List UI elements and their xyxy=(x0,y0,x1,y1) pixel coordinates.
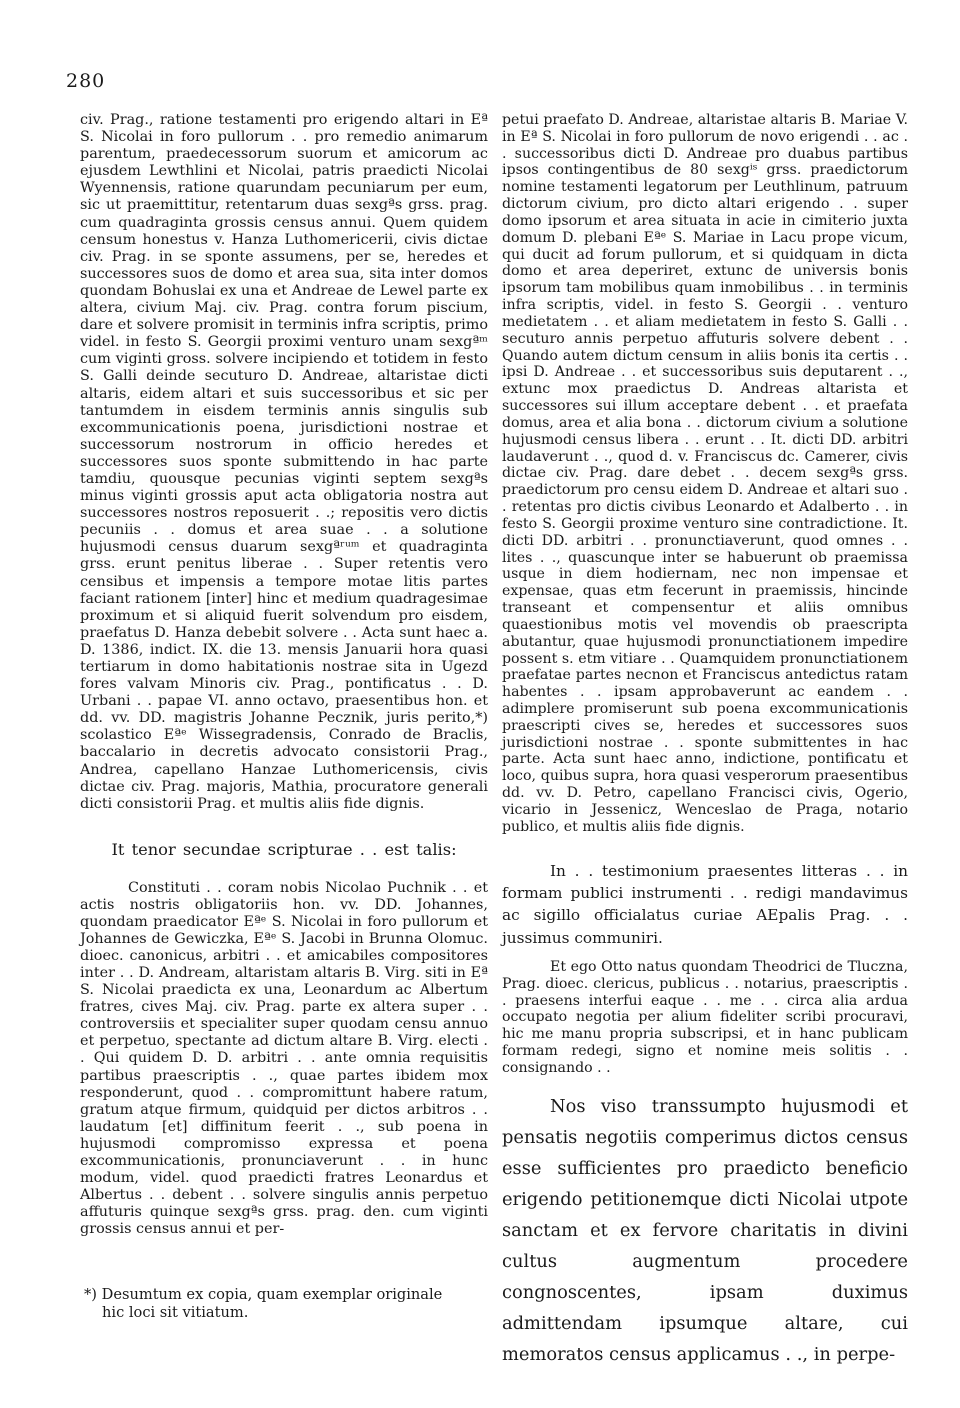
footnote-line-2: hic loci sit vitiatum. xyxy=(102,1304,249,1321)
right-paragraph-2: In . . testimonium praesentes litteras . . in formam publici instrumenti . . redigi mandavimus ac sigillo officialatus curiae AEpalis Prag. . . jussimus communiri. xyxy=(502,861,908,947)
right-paragraph-1: petui praefato D. Andreae, altaristae altaris B. Mariae V. in Eª S. Nicolai in foro pullorum de novo erigendi . . ac . . successoribus dicti D. Andreae pro duabus partibus ipsos contingentibus de 80 sexgⁱˢ grss. praedictorum nomine testamenti legatorum per Leuthlinum, patruum dictorum civium, pro dicto altari erigendo . . super domo ipsorum et area situata in acie in cimiterio juxta domum D. plebani Eªᵉ S. Mariae in Lacu prope vicum, qui ducit ad forum pullorum, et si quidquam in dicta domo et area deperiret, extunc de universis bonis ipsorum tam mobilibus quam inmobilibus . . in terminis infra scriptis, videl. in festo S. Georgii . . venturo medietatem . . et aliam medietatem in festo S. Galli . . secuturo annis perpetuo affuturis solvere debent . . Quando autem dictum censum in aliis bonis ita certis . . ipsi D. Andreae . . et successoribus suis deputarent . ., extunc mox praedictus D. Andreas altarista et successores sui illum acceptare debent . . et praefata domus, area et alia bona . . dictorum civium a solutione hujusmodi census libera . . erunt . . It. dicti DD. arbitri laudaverunt . ., quod d. v. Franciscus dc. Camerer, civis dictae civ. Prag. dare debet . . decem sexgªs grss. praedictorum pro censu eidem D. Andreae et altari suo . . retentas pro dictis civibus Leonardo et Adalberto . . in festo S. Georgii proxime venturo sine contradictione. It. dicti DD. arbitri . . pronunctiaverunt, quod omnes . . lites . ., quascunque inter se habuerunt ob praemissa usque in diem hodiernam, nec non impensae et expensae, quas etm fecerunt in praemissis, hincinde transeant et compensentur et aliis omnibus quaestionibus motis vel movendis ob praescripta abutantur, quae hujusmodi pronunctiationem impedire possent s. etm vitiare . . Quamquidem pronunctiationem praefatae partes necnon et Franciscus antedictus ratam habentes . . ipsam approbaverunt ac eandem . . adimplere promiserunt sub poena excommunicationis praescripti cives se, heredes et successores suos jurisdictioni nostrae . . sponte submittentes in hac parte. Acta sunt haec anno, indictione, pontificatu et loco, quibus supra, hora quasi vesperorum praesentibus dd. vv. D. Petro, capellano Francisci civis, Ogerio, vicario in Jessenicz, Wenceslao de Praga, notario publico, et multis aliis fide dignis. xyxy=(502,112,908,835)
left-paragraph-1: civ. Prag., ratione testamenti pro erigendo altari in Eª S. Nicolai in foro pullorum . . pro remedio animarum parentum, praedecessorum suorum et amicorum ac ejusdem Lewthlini et Nicolai, patris praedicti Nicolai Wyennensis, ratione quarundam pecuniarum per eum, sic ut praemittitur, retentarum duas sexgªs grss. prag. cum quadraginta grossis census annui. Quem quidem censum honestus v. Hanza Luthomericerii, civis dictae civ. Prag. in se sponte assumens, per se, heredes et successores suos de domo et area sua, sita inter domos quondam Bohuslai ex una et Andreae de Lewel parte ex altera, civium Maj. civ. Prag. contra forum piscium, dare et solvere promisit in terminis infra scriptis, primo videl. in festo S. Georgii proximi venturo unam sexgªᵐ cum viginti gross. solvere incipiendo et totidem in festo S. Galli deinde secuturo D. Andreae, altaristae dicti altaris, eidem altari et suis successoribus et sic per tantumdem in eisdem terminis annis singulis sub excommunicationis poena, jurisdictioni nostrae et successorum nostrorum in officio heredes et successores suos sponte submittendo in hac parte tamdiu, quousque pecunias viginti septem sexgªs minus viginti grossis aput acta obligatoria nostra aut successores nostros reposuerit . .; repositis vero dictis pecuniis . . domus et area suae . . a solutione hujusmodi census duarum sexgªʳᵘᵐ et quadraginta grss. erunt penitus liberae . . Super retentis vero censibus et impensis a tempore motae litis partes faciant rationem [inter] hinc et medium quadragesimae proximum et si aliquid fuerit solvendum pro eisdem, praefatus D. Hanza debebit solvere . . Acta sunt haec a. D. 1386, indict. IX. die 13. mensis Januarii hora quasi tertiarum in domo habitationis nostrae sita in Ugezd fores valvam Minoris civ. Prag., pontificatus . . D. Urbani . . papae VI. anno octavo, praesentibus hon. et dd. vv. DD. magistris Johanne Pecznik, juris perito,*) scolastico Eªᵉ Wissegradensis, Conrado de Braclis, baccalario in decretis advocato consistorii Prag., Andrea, capellano Hanzae Luthomericensis, civis dictae civ. Prag. majoris, Mathia, procuratore generali dicti consistorii Prag. et multis aliis fide dignis. xyxy=(80,112,488,812)
page-number: 280 xyxy=(66,70,106,92)
footnote-line-1: *) Desumtum ex copia, quam exemplar originale xyxy=(84,1286,443,1303)
right-paragraph-3: Et ego Otto natus quondam Theodrici de Tluczna, Prag. dioec. clericus, publicus . . notarius, praescriptis . . praesens interfui eaque . . me . . circa alia ardua occupato negotia per alium fideliter scribi procuravi, hic me manu propria subscripsi, et in hanc publicam formam redegi, signo et nomine meis solitis . . consignando . . xyxy=(502,958,908,1076)
section-heading: It tenor secundae scripturae . . est talis: xyxy=(111,839,457,859)
left-paragraph-2: Constituti . . coram nobis Nicolao Puchnik . . et actis nostris obligatoriis hon. vv. DD. Johannes, quondam praedicator Eªᵉ S. Nicolai in foro pullorum et Johannes de Gewiczka, Eªᵉ S. Jacobi in Brunna Olomuc. dioec. canonicus, arbitri . . et amicabiles compositores inter . . D. Andream, altaristam altaris B. Virg. siti in Eª S. Nicolai praedicta ex una, Leonardum ac Albertum fratres, cives Maj. civ. Prag. parte ex altera super . . controversiis et specialiter super quodam censu annuo et perpetuo, spectante ad dictum altare B. Virg. electi . . Qui quidem D. D. arbitri . . ante omnia requisitis partibus praescriptis . ., quae partes ibidem mox responderunt, quod . . compromittunt habere ratum, gratum atque firmum, quidquid per dictos arbitros . . laudatum [et] diffinitum feerit . ., sub poena in hujusmodi compromisso expressa et poena excommunicationis, pronunciaverunt . . in hunc modum, videl. quod praedicti fratres Leonardus et Albertus . . debent . . solvere singulis annis perpetuo affuturis quinque sexgªs grss. prag. den. cum viginti grossis census annui et per- xyxy=(80,879,488,1238)
right-paragraph-4: Nos viso transsumpto hujusmodi et pensatis negotiis comperimus dictos census esse sufficientes pro praedicto beneficio erigendo petitionemque dicti Nicolai utpote sanctam et ex fervore charitatis in divini cultus augmentum procedere congnoscentes, ipsam duximus admittendam ipsumque altare, cui memoratos census applicamus . ., in perpe- xyxy=(502,1095,908,1366)
right-column xyxy=(502,112,908,1370)
left-column xyxy=(80,112,488,1239)
footnote xyxy=(84,1286,484,1322)
